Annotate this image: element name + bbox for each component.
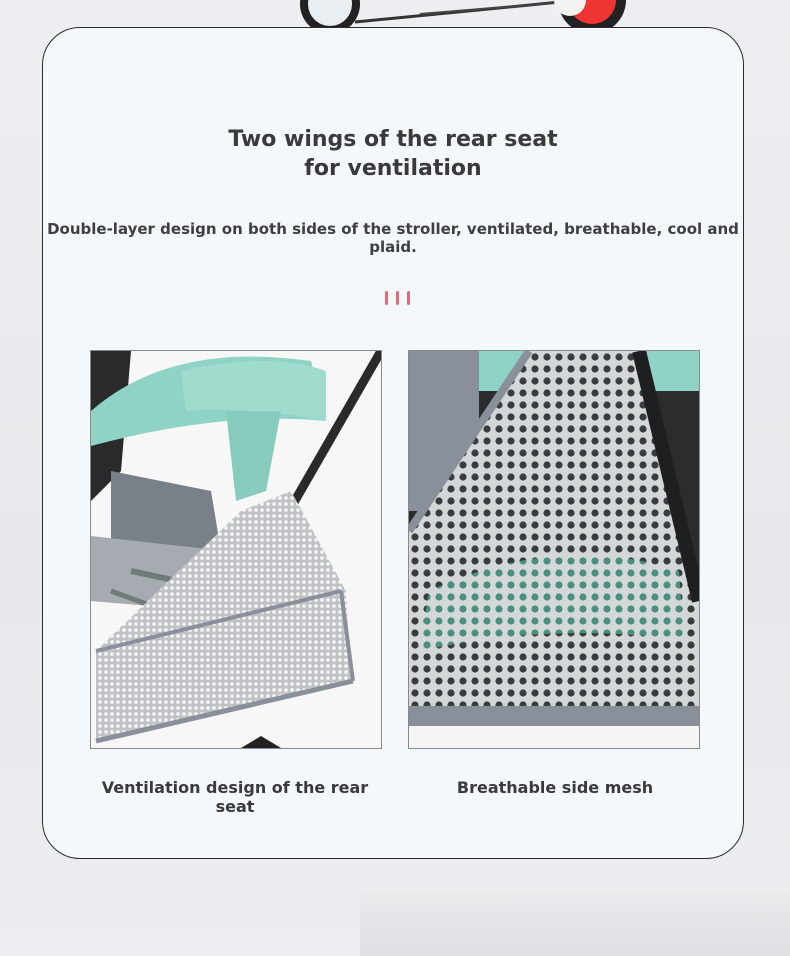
caption-rear-seat: Ventilation design of the rear seat <box>101 778 369 816</box>
feature-description: Double-layer design on both sides of the stroller, ventilated, breathable, cool and plaid. <box>47 220 739 256</box>
stroller-rear-seat-photo <box>90 350 382 749</box>
feature-title <box>43 125 743 183</box>
stroller-wheels-decor <box>0 0 790 30</box>
bottom-image-fragment <box>360 893 790 956</box>
decorative-bars-icon <box>383 290 415 306</box>
side-mesh-closeup-photo <box>408 350 700 749</box>
caption-side-mesh: Breathable side mesh <box>456 778 654 797</box>
title-line-2: for ventilation <box>304 156 482 181</box>
feature-card <box>42 27 744 859</box>
title-line-1: Two wings of the rear seat <box>228 127 558 152</box>
